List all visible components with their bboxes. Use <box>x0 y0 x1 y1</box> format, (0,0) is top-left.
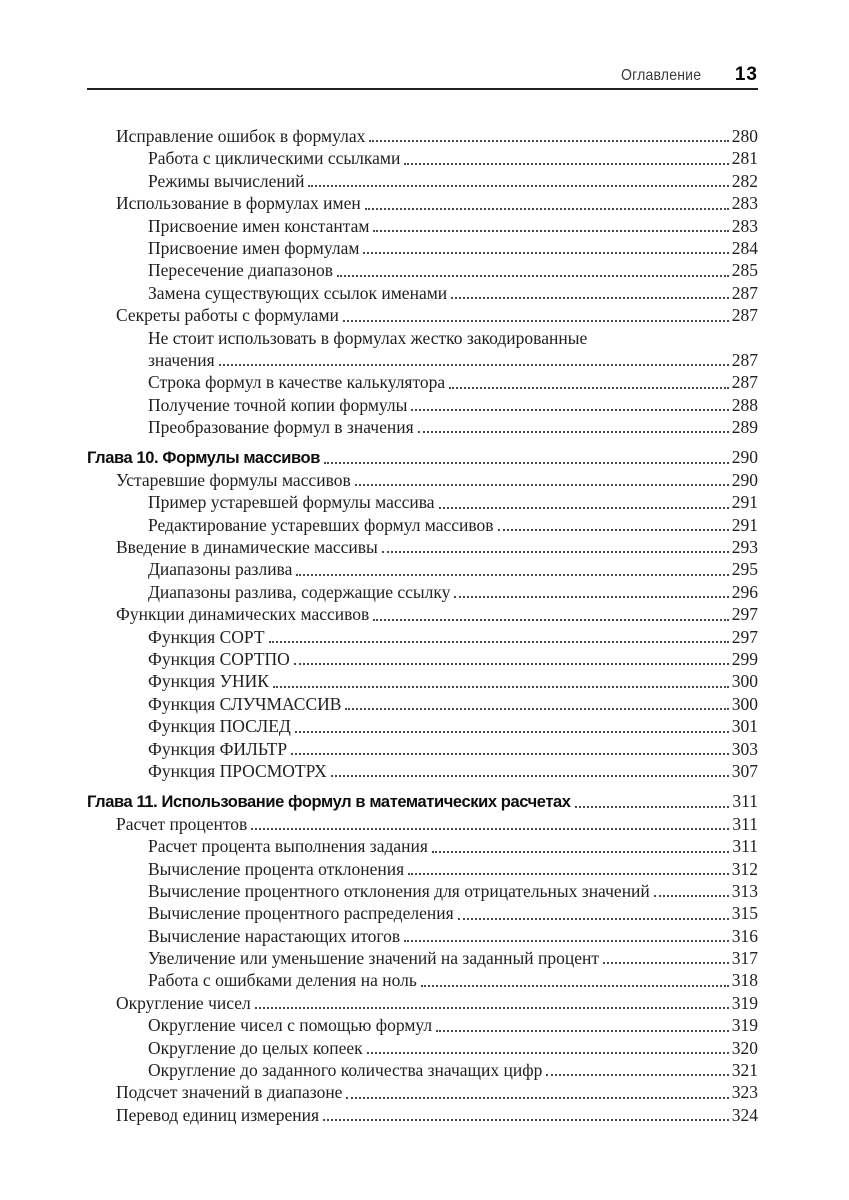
toc-entry-title: Подсчет значений в диапазоне <box>116 1082 343 1103</box>
toc-entry <box>87 581 758 603</box>
toc-entry-title: Функции динамических массивов <box>116 604 370 625</box>
dot-leader <box>418 431 729 433</box>
toc-entry-title: Округление чисел с помощью формул <box>148 1015 433 1036</box>
toc-entry <box>87 969 758 991</box>
dot-leader <box>346 1097 728 1099</box>
toc-entry-title: Пересечение диапазонов <box>148 260 333 281</box>
toc-entry <box>87 1014 758 1036</box>
toc-entry-page: 318 <box>731 970 758 991</box>
toc-entry-title: Расчет процента выполнения задания <box>148 836 428 857</box>
dot-leader <box>367 1052 729 1054</box>
toc-entry <box>87 902 758 924</box>
dot-leader <box>345 708 728 710</box>
toc-entry-title: Вычисление процентного отклонения для отрицательных значений <box>148 880 650 901</box>
toc-entry-title: Строка формул в качестве калькулятора <box>148 372 446 393</box>
toc-entry-page: 280 <box>731 126 758 146</box>
toc-entry-page: 285 <box>731 260 758 281</box>
toc-entry <box>87 514 758 536</box>
dot-leader <box>421 985 729 987</box>
toc-entry-title: Использование в формулах имен <box>116 193 361 214</box>
dot-leader <box>654 895 729 897</box>
toc-entry-page: 297 <box>731 604 758 625</box>
dot-leader <box>355 484 729 486</box>
toc-entry-title: Функция УНИК <box>148 671 269 692</box>
toc-entry <box>87 835 758 857</box>
dot-leader <box>411 409 728 411</box>
toc-entry <box>87 394 758 416</box>
dot-leader <box>369 140 728 142</box>
toc-entry-page: 287 <box>731 305 758 326</box>
toc-entry-page: 295 <box>731 559 758 580</box>
dot-leader <box>337 275 729 277</box>
toc-entry-title: Вычисление нарастающих итогов <box>148 925 401 946</box>
toc-entry-page: 287 <box>731 349 758 370</box>
toc-entry-title: Устаревшие формулы массивов <box>116 469 351 490</box>
toc-entry <box>87 1059 758 1081</box>
toc-entry-title: Округление до заданного количества значащих цифр <box>148 1060 543 1081</box>
dot-leader <box>451 297 729 299</box>
chapter-heading-row <box>87 790 758 812</box>
toc-entry-page: 299 <box>731 648 758 669</box>
dot-leader <box>575 806 730 808</box>
toc-entry-page: 321 <box>731 1060 758 1081</box>
toc-entry-page: 315 <box>731 903 758 924</box>
dot-leader <box>269 641 729 643</box>
toc-list <box>87 125 758 1126</box>
toc-entry-page: 291 <box>731 492 758 513</box>
toc-entry-page: 288 <box>731 394 758 415</box>
dot-leader <box>331 775 729 777</box>
toc-entry-title: Вычисление процента отклонения <box>148 858 405 879</box>
toc-entry-page: 283 <box>731 215 758 236</box>
dot-leader <box>603 962 729 964</box>
toc-section <box>87 790 758 1126</box>
toc-entry-page: 283 <box>731 193 758 214</box>
toc-entry <box>87 192 758 214</box>
toc-entry <box>87 925 758 947</box>
running-head <box>87 64 758 86</box>
toc-entry <box>87 147 758 169</box>
toc-entry <box>87 327 758 349</box>
toc-entry-page: 287 <box>731 282 758 303</box>
toc-entry <box>87 304 758 326</box>
dot-leader <box>458 918 729 920</box>
dot-leader <box>449 387 729 389</box>
dot-leader <box>273 686 729 688</box>
toc-entry <box>87 738 758 760</box>
header-rule <box>87 88 758 90</box>
toc-entry-page: 281 <box>731 148 758 169</box>
toc-entry-title: Исправление ошибок в формулах <box>116 126 366 146</box>
dot-leader <box>408 873 729 875</box>
toc-entry-title: Функция СЛУЧМАССИВ <box>148 693 342 714</box>
toc-entry-title: Присвоение имен константам <box>148 215 370 236</box>
toc-entry-page: 303 <box>731 738 758 759</box>
dot-leader <box>291 753 729 755</box>
dot-leader <box>323 1119 729 1121</box>
toc-entry-title: Присвоение имен формулам <box>148 237 360 258</box>
toc-entry-title: Преобразование формул в значения <box>148 417 414 438</box>
dot-leader <box>373 230 728 232</box>
toc-entry-page: 297 <box>731 626 758 647</box>
dot-leader <box>382 551 729 553</box>
toc-entry <box>87 491 758 513</box>
dot-leader <box>454 596 728 598</box>
toc-entry-page: 319 <box>731 992 758 1013</box>
toc-entry-title: Функция ФИЛЬТР <box>148 738 288 759</box>
toc-entry <box>87 125 758 147</box>
toc-entry <box>87 170 758 192</box>
dot-leader <box>308 185 728 187</box>
toc-entry <box>87 536 758 558</box>
dot-leader <box>251 828 729 830</box>
toc-entry <box>87 760 758 782</box>
dot-leader <box>296 574 728 576</box>
toc-entry-title: Функция СОРТПО <box>148 648 290 669</box>
toc-entry-title: Функция ПОСЛЕД <box>148 716 291 737</box>
toc-entry-page: 293 <box>731 537 758 558</box>
toc-entry-page: 312 <box>731 858 758 879</box>
toc-entry-page: 296 <box>731 581 758 602</box>
toc-entry <box>87 992 758 1014</box>
toc-section <box>87 125 758 438</box>
toc-entry <box>87 349 758 371</box>
toc-entry-title: Замена существующих ссылок именами <box>148 282 448 303</box>
toc-entry-title: Диапазоны разлива, содержащие ссылку <box>148 581 451 602</box>
toc-entry-title: Увеличение или уменьшение значений на заданный процент <box>148 948 600 969</box>
toc-entry-title: Функция СОРТ <box>148 626 265 647</box>
toc-entry-title: Редактирование устаревших формул массивов <box>148 514 494 535</box>
toc-entry <box>87 469 758 491</box>
running-head-title: Оглавление <box>620 67 701 84</box>
dot-leader <box>255 1007 729 1009</box>
toc-entry-page: 320 <box>731 1037 758 1058</box>
toc-entry-title: Округление чисел <box>116 992 251 1013</box>
toc-entry-title: Округление до целых копеек <box>148 1037 363 1058</box>
toc-entry <box>87 282 758 304</box>
toc-entry-page: 300 <box>731 693 758 714</box>
toc-entry-title: значения <box>148 349 215 370</box>
toc-entry <box>87 715 758 737</box>
dot-leader <box>436 1030 729 1032</box>
dot-leader <box>324 462 729 464</box>
toc-entry-page: 282 <box>731 170 758 191</box>
toc-entry-title: Не стоит использовать в формулах жестко закодированные <box>148 327 588 348</box>
dot-leader <box>432 851 729 853</box>
toc-entry <box>87 416 758 438</box>
dot-leader <box>294 663 729 665</box>
toc-entry <box>87 1037 758 1059</box>
toc-entry-page: 311 <box>732 791 758 812</box>
toc-entry-title: Получение точной копии формулы <box>148 394 408 415</box>
toc-entry <box>87 880 758 902</box>
dot-leader <box>295 731 729 733</box>
toc-entry <box>87 858 758 880</box>
toc-entry-page: 307 <box>731 760 758 781</box>
toc-entry-title: Работа с циклическими ссылками <box>148 148 401 169</box>
chapter-title: Глава 10. Формулы массивов <box>87 449 320 468</box>
toc-entry-page: 290 <box>731 469 758 490</box>
toc-entry-page: 291 <box>731 514 758 535</box>
toc-entry-page: 317 <box>731 948 758 969</box>
toc-entry-page: 289 <box>731 417 758 438</box>
toc-entry-page: 316 <box>731 925 758 946</box>
dot-leader <box>404 940 729 942</box>
dot-leader <box>404 163 728 165</box>
toc-entry-title: Вычисление процентного распределения <box>148 903 454 924</box>
toc-entry-title: Диапазоны разлива <box>148 559 293 580</box>
toc-entry <box>87 670 758 692</box>
toc-entry <box>87 558 758 580</box>
toc-entry-page: 323 <box>731 1082 758 1103</box>
toc-entry-title: Пример устаревшей формулы массива <box>148 492 435 513</box>
toc-entry-page: 290 <box>731 447 758 468</box>
toc-entry <box>87 215 758 237</box>
toc-entry-title: Секреты работы с формулами <box>116 305 339 326</box>
running-head-page-number: 13 <box>734 64 758 85</box>
toc-entry-title: Перевод единиц измерения <box>116 1104 320 1125</box>
toc-entry <box>87 693 758 715</box>
toc-entry <box>87 813 758 835</box>
chapter-title: Глава 11. Использование формул в математических расчетах <box>87 793 571 812</box>
toc-entry-page: 301 <box>731 716 758 737</box>
toc-entry-title: Расчет процентов <box>116 813 248 834</box>
dot-leader <box>546 1074 728 1076</box>
toc-entry <box>87 603 758 625</box>
toc-entry-page: 319 <box>731 1015 758 1036</box>
toc-entry-title: Работа с ошибками деления на ноль <box>148 970 417 991</box>
toc-entry-title: Режимы вычислений <box>148 170 305 191</box>
toc-entry <box>87 1104 758 1126</box>
toc-entry-page: 313 <box>731 880 758 901</box>
dot-leader <box>498 529 729 531</box>
toc-entry-page: 311 <box>732 836 758 857</box>
toc-section <box>87 446 758 782</box>
dot-leader <box>373 619 728 621</box>
toc-entry-page: 324 <box>731 1104 758 1125</box>
toc-entry-title: Введение в динамические массивы <box>116 537 378 558</box>
dot-leader <box>365 208 729 210</box>
toc-entry-page: 300 <box>731 671 758 692</box>
toc-entry-title: Функция ПРОСМОТРХ <box>148 760 327 781</box>
toc-entry <box>87 1081 758 1103</box>
toc-entry <box>87 626 758 648</box>
dot-leader <box>363 252 728 254</box>
toc-entry <box>87 259 758 281</box>
toc-entry-page: 311 <box>732 813 758 834</box>
toc-entry <box>87 237 758 259</box>
chapter-heading-row <box>87 446 758 468</box>
dot-leader <box>439 507 729 509</box>
toc-entry-page: 284 <box>731 237 758 258</box>
toc-entry-page: 287 <box>731 372 758 393</box>
toc-entry <box>87 947 758 969</box>
toc-entry <box>87 648 758 670</box>
dot-leader <box>219 364 729 366</box>
toc-entry <box>87 371 758 393</box>
dot-leader <box>343 320 729 322</box>
